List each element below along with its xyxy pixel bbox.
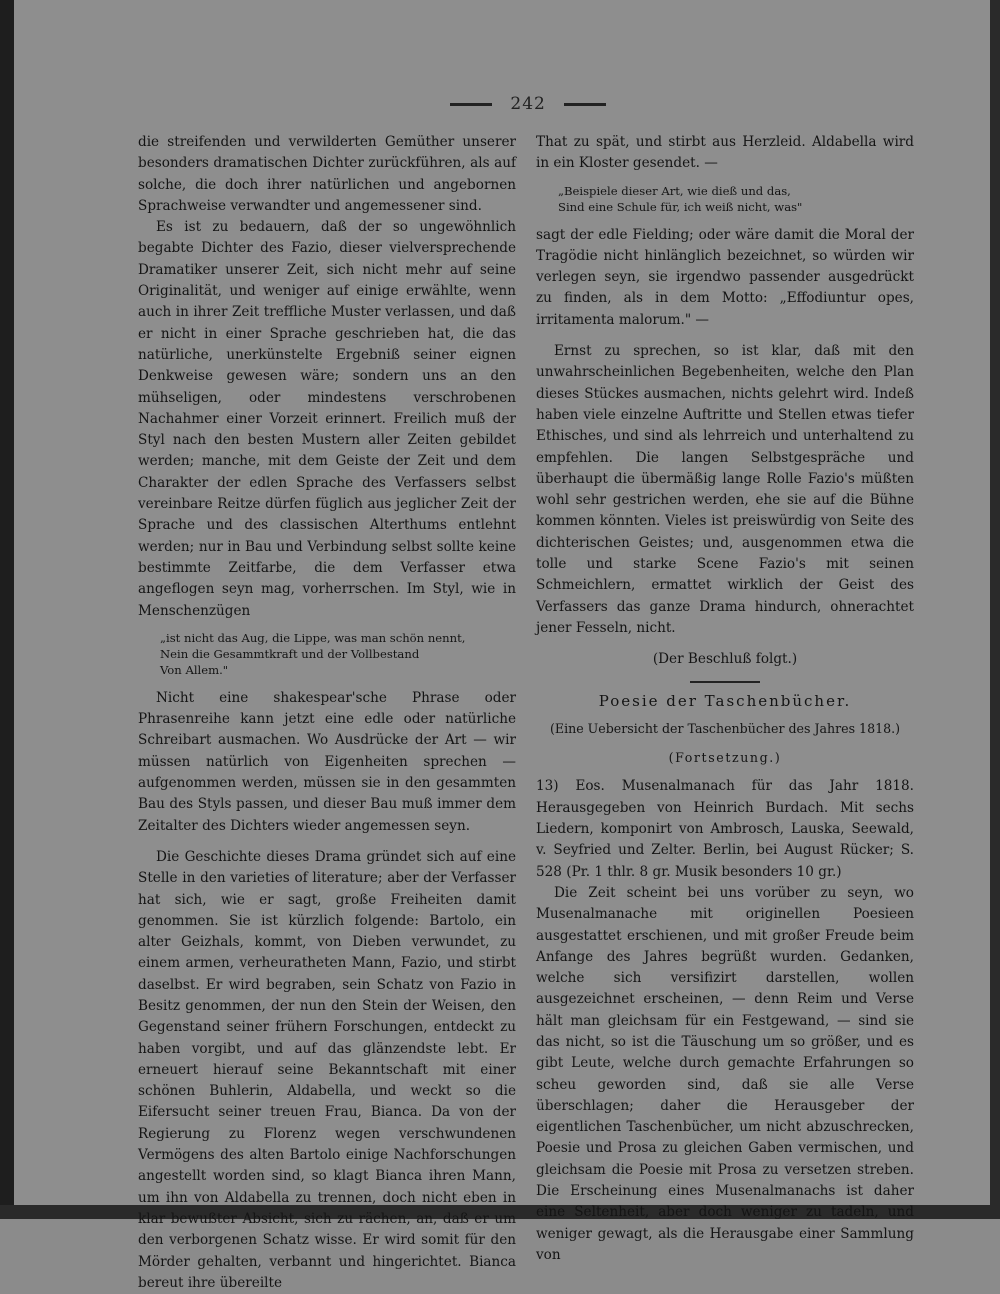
paragraph: Die Geschichte dieses Drama gründet sich auf eine Stelle in den varieties of literature; aber der Verfasser hat sich, wie er sagt, große Freiheiten damit genommen. Sie ist kürzlich folgende: Bartolo, ein alter Geizhals, kommt, von Dieben verwundet, zu einem armen, verheuratheten Mann, Fazio, und stirbt daselbst. Er wird begraben, sein Schatz von Fazio in Besitz genommen, der nun den Stein der Weisen, den Gegenstand seiner frühern Forschungen, entdeckt zu haben vorgibt, und auf das glänzendste lebt. Er erneuert hierauf seine Bekanntschaft mit einer schönen Buhlerin, Aldabella, und weckt so die Eifersucht seiner treuen Frau, Bianca. Da von der Regierung zu Florenz wegen verschwundenen Vermögens des alten Bartolo einige Nachforschungen angestellt worden sind, so klagt Bianca ihren Mann, um ihn von Aldabella zu trennen, doch nicht eben in klar bewußter Absicht, sich zu rächen, an, daß er um den verborgenen Schatz wisse. Er wird somit für den Mörder gehalten, verbannt und hingerichtet. Bianca bereut ihre übereilte	[138, 848, 516, 1291]
scan-edge-right	[990, 0, 1000, 1219]
quotation-line: Von Allem."	[160, 662, 229, 677]
page-number: 242	[510, 94, 546, 114]
section-divider	[690, 681, 760, 683]
section-continuation: (Fortsetzung.)	[668, 750, 782, 766]
page-header	[438, 94, 618, 114]
section-subtitle: (Eine Uebersicht der Taschenbücher des Jahres 1818.)	[549, 720, 901, 736]
section-body: Die Zeit scheint bei uns vorüber zu seyn, wo Musenalmanache mit originellen Poesieen ausgestattet erschienen, und mit großer Freude beim Anfange des Jahres begrüßt wurden. Gedanken, welche sich versifizirt darstellen, wollen ausgezeichnet erscheinen, — denn Reim und Verse hält man gleichsam für ein Festgewand, — sind sie das nicht, so ist die Täuschung um so größer, und es gibt Leute, welche durch gemachte Erfahrungen so scheu geworden sind, daß sie alle Verse überschlagen; daher die Herausgeber der eigentlichen Taschenbücher, um nicht abzuschrecken, Poesie und Prosa zu gleichen Gaben vermischen, und gleichsam die Poesie mit Prosa zu versetzen streben. Die Erscheinung eines Musenalmanachs ist daher eine Seltenheit, aber doch weniger zu tadeln, und weniger gewagt, als die Herausgabe einer Sammlung von	[536, 884, 914, 1263]
quotation-line: „Beispiele dieser Art, wie dieß und das,	[558, 183, 791, 198]
quotation	[138, 630, 516, 678]
quotation	[536, 183, 914, 215]
paragraph: That zu spät, und stirbt aus Herzleid. Aldabella wird in ein Kloster gesendet. —	[536, 134, 914, 172]
header-rule-right	[564, 103, 606, 106]
paragraph: sagt der edle Fielding; oder wäre damit die Moral der Tragödie nicht hinlänglich bezeichnet, so würden wir verlegen seyn, sie irgendwo passender ausgedrückt zu finden, als in dem Motto: „Effodiuntur opes, irritamenta malorum." —	[536, 226, 914, 328]
quotation-line: Sind eine Schule für, ich weiß nicht, was"	[558, 199, 803, 214]
left-column	[138, 132, 516, 1294]
header-rule-left	[450, 103, 492, 106]
quotation-line: Nein die Gesammtkraft und der Vollbestand	[160, 646, 420, 661]
scan-edge-left	[0, 0, 14, 1219]
paragraph: Es ist zu bedauern, daß der so ungewöhnlich begabte Dichter des Fazio, dieser vielversprechende Dramatiker unserer Zeit, sich nicht mehr auf seine Originalität, und weniger auf einige erwählte, wenn auch in ihrer Zeit treffliche Muster verlassen, und daß er nicht in einer Sprache geschrieben hat, die das natürliche, unerkünstelte Ergebniß seiner eignen Denkweise gewesen wäre; sondern uns an den mühseligen, oder mindestens verschrobenen Nachahmer einer Vorzeit erinnert. Freilich muß der Styl nach den besten Mustern aller Zeiten gebildet werden; manche, mit dem Geiste der Zeit und dem Charakter der edlen Sprache des Verfassers selbst vereinbare Reitze dürfen füglich aus jeglicher Zeit der Sprache und des classischen Alterthums entlehnt werden; nur in Bau und Verbindung selbst sollte keine bestimmte Zeitfarbe, die dem Verfasser etwa angeflogen seyn mag, vorherrschen. Im Styl, wie in Menschenzügen	[138, 219, 516, 619]
paragraph: die streifenden und verwilderten Gemüther unserer besonders dramatischen Dichter zurückführen, als auf solche, die doch ihrer natürlichen und angebornen Sprachweise verwandter und angemessener sind.	[138, 134, 516, 214]
right-column-review-end	[536, 132, 914, 671]
paragraph: (Der Beschluß folgt.)	[652, 651, 798, 668]
paragraph: Nicht eine shakespear'sche Phrase oder Phrasenreihe kann jetzt eine edle oder natürliche Schreibart ausmachen. Wo Ausdrücke der Art — wir müssen natürlich von Eigenheiten sprechen — aufgenommen werden, müssen sie in den gesammten Bau des Styls passen, und dieser Bau muß immer dem Zeitalter des Dichters wieder angemessen seyn.	[138, 689, 516, 834]
section-title: Poesie der Taschenbücher.	[598, 691, 852, 710]
paragraph: Ernst zu sprechen, so ist klar, daß mit den unwahrscheinlichen Begebenheiten, welche den Plan dieses Stückes ausmachen, nichts gelehrt wird. Indeß haben viele einzelne Auftritte und Stellen etwas tiefer Ethisches, und sind als lehrreich und unterhaltend zu empfehlen. Die langen Selbstgespräche und überhaupt die übermäßig lange Rolle Fazio's müßten wohl sehr gestrichen werden, ehe sie auf die Bühne kommen könnten. Vieles ist preiswürdig von Seite des dichterischen Geistes; und, ausgenommen etwa die tolle und starke Scene Fazio's mit seinen Schmeichlern, ermattet wirklich der Geist des Verfassers das ganze Drama hindurch, ohnerachtet jener Fesseln, nicht.	[536, 343, 914, 636]
almanac-entry: 13) Eos. Musenalmanach für das Jahr 1818. Herausgegeben von Heinrich Burdach. Mit sechs Liedern, komponirt von Ambrosch, Lauska, Seewald, v. Seyfried und Zelter. Berlin, bei August Rücker; S. 528 (Pr. 1 thlr. 8 gr. Musik besonders 10 gr.)	[536, 778, 914, 880]
quotation-line: „ist nicht das Aug, die Lippe, was man schön nennt,	[160, 630, 466, 645]
right-column	[536, 132, 914, 1266]
